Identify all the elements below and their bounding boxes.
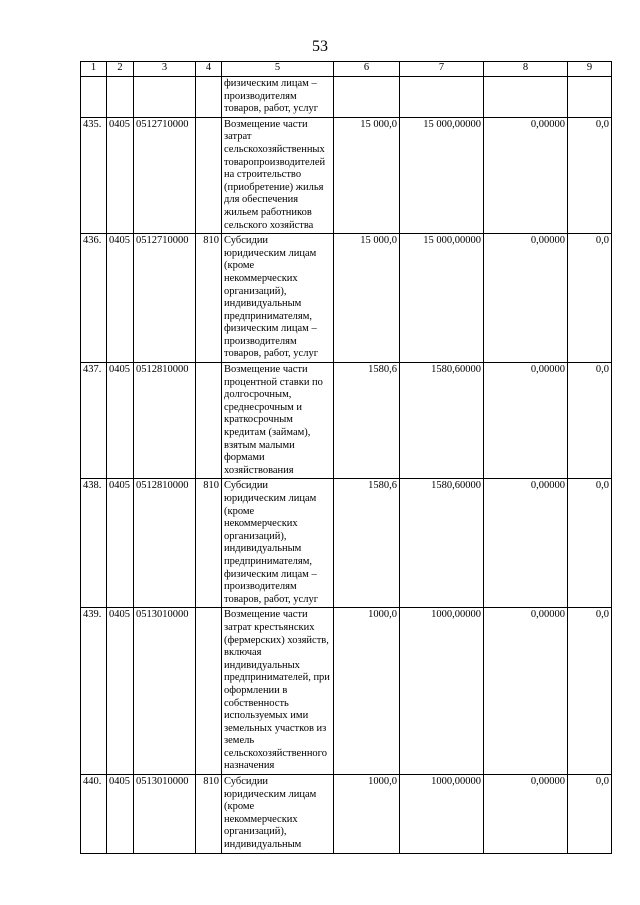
row-number: 440. bbox=[81, 775, 107, 854]
column-header: 5 bbox=[222, 62, 334, 77]
amount-col8: 0,00000 bbox=[484, 775, 568, 854]
amount-col7: 1000,00000 bbox=[400, 608, 484, 775]
expense-type-code bbox=[196, 363, 222, 479]
amount-col8: 0,00000 bbox=[484, 608, 568, 775]
column-header: 2 bbox=[107, 62, 134, 77]
table-row bbox=[81, 363, 612, 479]
table-row bbox=[81, 775, 612, 854]
amount-plan: 1580,6 bbox=[334, 363, 400, 479]
amount-col7: 1000,00000 bbox=[400, 775, 484, 854]
section-code: 0405 bbox=[107, 234, 134, 363]
row-number: 435. bbox=[81, 117, 107, 233]
column-header: 1 bbox=[81, 62, 107, 77]
column-header: 4 bbox=[196, 62, 222, 77]
item-name: Возмещение части процентной ставки по долгосрочным, среднесрочным и краткосрочным кредитам (займам), взятым малыми формами хозяйствования bbox=[224, 364, 323, 476]
row-number: 439. bbox=[81, 608, 107, 775]
row-number: 436. bbox=[81, 234, 107, 363]
expense-type-code bbox=[196, 77, 222, 118]
amount-col9: 0,0 bbox=[568, 479, 612, 608]
amount-plan: 15 000,0 bbox=[334, 117, 400, 233]
amount-col8 bbox=[484, 77, 568, 118]
amount-col9: 0,0 bbox=[568, 234, 612, 363]
amount-col9: 0,0 bbox=[568, 608, 612, 775]
section-code bbox=[107, 77, 134, 118]
section-code: 0405 bbox=[107, 479, 134, 608]
section-code: 0405 bbox=[107, 117, 134, 233]
amount-col9: 0,0 bbox=[568, 363, 612, 479]
column-header: 3 bbox=[134, 62, 196, 77]
item-name: Субсидии юридическим лицам (кроме некоммерческих организаций), индивидуальным предпринимателям, физическим лицам – производителям товаров, работ, услуг bbox=[224, 480, 319, 605]
amount-col7 bbox=[400, 77, 484, 118]
column-header: 6 bbox=[334, 62, 400, 77]
expense-type-code: 810 bbox=[196, 775, 222, 854]
item-name: физическим лицам – производителям товаров, работ, услуг bbox=[224, 78, 319, 115]
amount-plan: 1580,6 bbox=[334, 479, 400, 608]
amount-col7: 1580,60000 bbox=[400, 363, 484, 479]
expense-type-code: 810 bbox=[196, 479, 222, 608]
table-header-row bbox=[81, 62, 612, 77]
target-code bbox=[134, 77, 196, 118]
section-code: 0405 bbox=[107, 775, 134, 854]
target-code: 0512710000 bbox=[134, 117, 196, 233]
item-name: Субсидии юридическим лицам (кроме некоммерческих организаций), индивидуальным предпринимателям, физическим лицам – производителям товаров, работ, услуг bbox=[224, 235, 319, 360]
amount-col8: 0,00000 bbox=[484, 234, 568, 363]
expense-type-code bbox=[196, 608, 222, 775]
row-number bbox=[81, 77, 107, 118]
item-name: Возмещение части затрат крестьянских (фермерских) хозяйств, включая индивидуальных предпринимателей, при оформлении в собственность используемых ими земельных участков из земель сельскохозяйственного назначения bbox=[224, 609, 330, 772]
target-code: 0513010000 bbox=[134, 608, 196, 775]
section-code: 0405 bbox=[107, 608, 134, 775]
amount-plan: 1000,0 bbox=[334, 775, 400, 854]
table-row bbox=[81, 608, 612, 775]
item-name: Субсидии юридическим лицам (кроме некоммерческих организаций), индивидуальным bbox=[224, 776, 317, 851]
page-number: 53 bbox=[312, 38, 328, 55]
amount-plan: 15 000,0 bbox=[334, 234, 400, 363]
item-name: Возмещение части затрат сельскохозяйственных товаропроизводителей на строительство (приобретение) жилья для обеспечения жильем работников сельского хозяйства bbox=[224, 118, 326, 231]
amount-col7: 15 000,00000 bbox=[400, 117, 484, 233]
amount-col8: 0,00000 bbox=[484, 363, 568, 479]
table-row bbox=[81, 234, 612, 363]
row-number: 437. bbox=[81, 363, 107, 479]
amount-col7: 15 000,00000 bbox=[400, 234, 484, 363]
table-row bbox=[81, 77, 612, 118]
column-header: 7 bbox=[400, 62, 484, 77]
row-number: 438. bbox=[81, 479, 107, 608]
section-code: 0405 bbox=[107, 363, 134, 479]
amount-col7: 1580,60000 bbox=[400, 479, 484, 608]
budget-table bbox=[80, 61, 612, 854]
target-code: 0512810000 bbox=[134, 363, 196, 479]
amount-col8: 0,00000 bbox=[484, 117, 568, 233]
target-code: 0512810000 bbox=[134, 479, 196, 608]
table-row bbox=[81, 117, 612, 233]
amount-col9: 0,0 bbox=[568, 775, 612, 854]
column-header: 8 bbox=[484, 62, 568, 77]
amount-col9: 0,0 bbox=[568, 117, 612, 233]
amount-plan bbox=[334, 77, 400, 118]
target-code: 0513010000 bbox=[134, 775, 196, 854]
target-code: 0512710000 bbox=[134, 234, 196, 363]
amount-col8: 0,00000 bbox=[484, 479, 568, 608]
table-row bbox=[81, 479, 612, 608]
expense-type-code bbox=[196, 117, 222, 233]
column-header: 9 bbox=[568, 62, 612, 77]
amount-col9 bbox=[568, 77, 612, 118]
amount-plan: 1000,0 bbox=[334, 608, 400, 775]
expense-type-code: 810 bbox=[196, 234, 222, 363]
